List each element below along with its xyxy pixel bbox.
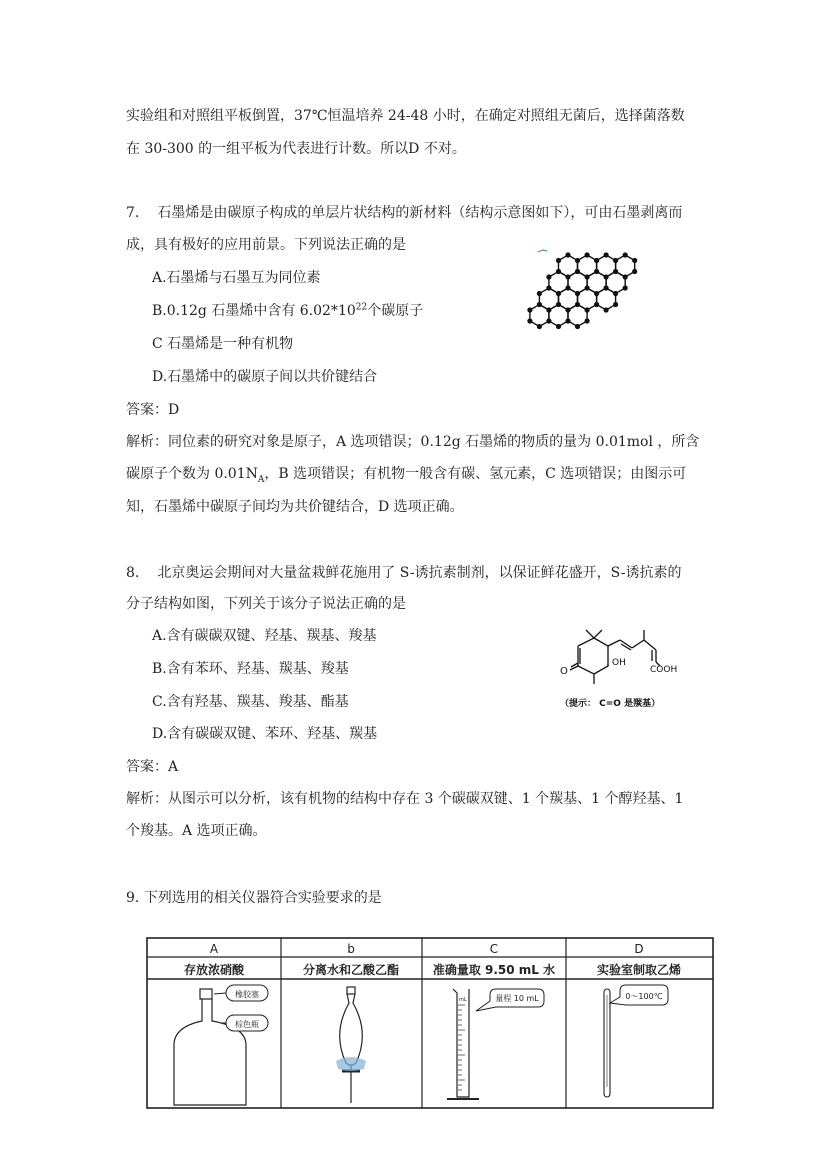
carbon-atom [604, 307, 609, 312]
q8-option-a: A.含有碳碳双键、羟基、羰基、羧基 [152, 628, 377, 644]
q7-answer: 答案：D [126, 402, 180, 418]
q7-exp-subscript: A [257, 474, 265, 485]
carbon-atom [604, 252, 609, 257]
q7-option-d: D.石墨烯中的碳原子间以共价键结合 [152, 369, 378, 385]
carbon-atom [565, 318, 570, 323]
q7-option-b [152, 301, 423, 321]
col-d-title: 实验室制取乙烯 [596, 963, 682, 977]
carbon-atom [632, 269, 637, 274]
q8-number: 8. [126, 565, 140, 581]
carbon-atom [575, 269, 580, 274]
fig-oxygen-label: O [560, 666, 568, 677]
carbon-atom [613, 269, 618, 274]
col-c-header: C [489, 942, 499, 956]
col-a-title: 存放浓硝酸 [183, 963, 245, 977]
q7-option-c: C 石墨烯是一种有机物 [152, 336, 294, 352]
q9-stem-text: 下列选用的相关仪器符合实验要求的是 [143, 890, 382, 906]
carbon-atom [594, 302, 599, 307]
carbon-atom [575, 302, 580, 307]
carbon-atom [585, 318, 590, 323]
q7-exp-text: 碳原子个数为 0.01N [126, 466, 258, 482]
q7-explanation-line-3: 知，石墨烯中碳原子间均为共价键结合，D 选项正确。 [126, 499, 464, 515]
carbon-atom [546, 307, 551, 312]
q8-explanation-line-2: 个羧基。A 选项正确。 [126, 823, 267, 839]
carbon-atom [613, 258, 618, 263]
graphene-hexagon [568, 305, 587, 327]
fig-oh-label: OH [612, 658, 626, 668]
carbon-atom [546, 285, 551, 290]
carbon-atom [594, 291, 599, 296]
q8-explanation-line-1: 解析：从图示可以分析，该有机物的结构中存在 3 个碳碳双键、1 个羰基、1 个醇羟基、1 [126, 791, 684, 807]
carbon-atom [565, 307, 570, 312]
q7-option-b-exponent: 22 [355, 302, 368, 313]
q7-option-a: A.石墨烯与石墨互为同位素 [152, 270, 321, 286]
carbon-atom [556, 324, 561, 329]
carbon-atom [575, 291, 580, 296]
carbon-atom [604, 285, 609, 290]
carbon-atom [546, 318, 551, 323]
q8-stem-line-1 [126, 563, 681, 583]
q7-stem-line-1 [126, 203, 682, 223]
carbon-atom [604, 274, 609, 279]
carbon-atom [575, 324, 580, 329]
carbon-atom [585, 285, 590, 290]
carbon-atom [594, 258, 599, 263]
q7-option-b-text: B.0.12g 石墨烯中含有 6.02*10 [152, 303, 356, 319]
carbon-atom [546, 274, 551, 279]
carbon-atom [585, 307, 590, 312]
q9-stem [126, 888, 382, 908]
q9-number: 9. [126, 890, 140, 906]
label-rubber-stopper: 橡胶塞 [235, 990, 259, 999]
q8-stem-text: 北京奥运会期间对大量盆栽鲜花施用了 S-诱抗素制剂，以保证鲜花盛开，S-诱抗素的 [157, 565, 682, 581]
carbon-atom [556, 302, 561, 307]
carbon-atom [537, 302, 542, 307]
carbon-atom [585, 252, 590, 257]
label-thermometer-range: 0～100℃ [625, 992, 663, 1001]
q8-option-b: B.含有苯环、羟基、羰基、羧基 [152, 661, 349, 677]
carbon-atom [613, 302, 618, 307]
q8-option-c: C.含有羟基、羰基、羧基、酯基 [152, 694, 349, 710]
label-brown-bottle: 棕色瓶 [235, 1020, 259, 1029]
q7-explanation-line-1: 解析：同位素的研究对象是原子，A 选项错误；0.12g 石墨烯的物质的量为 0.01mol ，所含 [126, 434, 700, 450]
cylinder-unit-mark: mL [459, 997, 467, 1003]
q7-number: 7. [126, 205, 140, 221]
carbon-atom [527, 318, 532, 323]
carbon-atom [537, 324, 542, 329]
graphene-structure-diagram [520, 244, 652, 344]
carbon-atom [632, 258, 637, 263]
carbon-atom [594, 269, 599, 274]
fig-cooh-label: COOH [650, 665, 678, 675]
q7-option-b-suffix: 个碳原子 [367, 303, 424, 319]
carbon-atom [613, 291, 618, 296]
q7-explanation-line-2 [126, 464, 686, 484]
carbon-atom [623, 252, 628, 257]
carbon-atom [565, 274, 570, 279]
q7-exp-suffix: ，B 选项错误；有机物一般含有碳、氢元素，C 选项错误；由图示可 [264, 466, 687, 482]
q9-apparatus-table [146, 937, 714, 1109]
graphene-hexagon [597, 288, 616, 310]
col-b-header: b [347, 942, 355, 956]
carbon-atom [585, 274, 590, 279]
s-abscisic-acid-structure [556, 628, 696, 716]
graphene-hexagon [530, 305, 549, 327]
label-cylinder-range: 量程 10 mL [495, 994, 539, 1003]
col-d-header: D [634, 942, 644, 956]
carbon-atom [623, 274, 628, 279]
col-c-title: 准确量取 9.50 mL 水 [432, 963, 556, 977]
graphene-hexagon [549, 305, 568, 327]
carbon-atom [565, 252, 570, 257]
q7-stem-line-2: 成，具有极好的应用前景。下列说法正确的是 [126, 237, 406, 253]
carbon-atom [623, 285, 628, 290]
carbon-atom [527, 307, 532, 312]
q8-option-d: D.含有碳碳双键、苯环、羟基、羰基 [152, 726, 378, 742]
carbon-atom [575, 258, 580, 263]
carbon-atom [565, 285, 570, 290]
prev-text-line-2: 在 30-300 的一组平板为代表进行计数。所以D 不对。 [126, 141, 466, 157]
carbon-atom [556, 291, 561, 296]
q7-stem-text: 石墨烯是由碳原子构成的单层片状结构的新材料（结构示意图如下），可由石墨剥离而 [157, 205, 683, 221]
carbon-atom [556, 269, 561, 274]
col-b-title: 分离水和乙酸乙酯 [302, 963, 400, 977]
col-a-header: A [209, 942, 219, 956]
fig-hint-label: （提示： C=O 是羰基） [560, 699, 661, 709]
carbon-atom [556, 258, 561, 263]
q8-answer: 答案：A [126, 759, 179, 775]
prev-text-line-1: 实验组和对照组平板倒置，37℃恒温培养 24-48 小时，在确定对照组无菌后，选择菌落数 [126, 108, 685, 124]
carbon-atom [537, 291, 542, 296]
q8-stem-line-2: 分子结构如图，下列关于该分子说法正确的是 [126, 596, 406, 612]
